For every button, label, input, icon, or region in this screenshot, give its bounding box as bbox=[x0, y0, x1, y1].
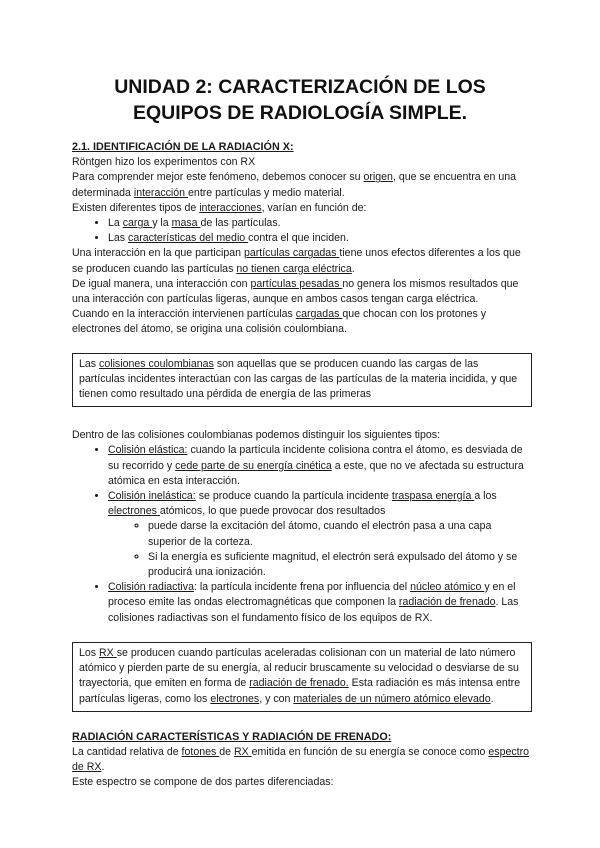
link-espectro-rx: espectro de RX bbox=[72, 745, 530, 774]
link-colision-radiactiva: Colisión radiactiva bbox=[108, 581, 194, 594]
link-electrones: electrones bbox=[108, 505, 160, 518]
link-rx: RX bbox=[233, 745, 252, 758]
text: Una interacción en la que participan bbox=[72, 247, 244, 260]
text: . Las colisiones radiactivas son el fundamento físico de los equipos de RX. bbox=[108, 596, 519, 624]
text: a este, que no ve afectada su estructura atómica en esta interacción. bbox=[108, 459, 524, 487]
definition-box-coulombianas bbox=[72, 353, 532, 408]
text: Para comprender mejor este fenómeno, debemos conocer su bbox=[72, 171, 364, 184]
text: . bbox=[351, 262, 355, 275]
text: son aquellas que se producen cuando las cargas de las partículas incidentes interactúan con las cargas de las partículas de la materia incidida, y que tienen como resultado una pérdida de energía de las primeras bbox=[79, 357, 518, 401]
link-traspasa-energia: traspasa energía bbox=[391, 490, 475, 503]
text: Las bbox=[108, 232, 129, 245]
link-interacciones: interacciones bbox=[199, 201, 262, 214]
text: , y con bbox=[259, 692, 294, 705]
list-item bbox=[108, 231, 532, 246]
text: . bbox=[490, 692, 494, 705]
paragraph-particulas-pesadas bbox=[72, 277, 532, 307]
page-title bbox=[60, 74, 540, 126]
link-no-carga: no tienen carga eléctrica bbox=[236, 262, 352, 275]
link-masa: masa bbox=[171, 217, 201, 230]
text: a los bbox=[474, 490, 497, 503]
text: atómicos, lo que puede provocar dos resultados bbox=[159, 505, 386, 518]
paragraph-partes: Este espectro se compone de dos partes diferenciadas: bbox=[72, 776, 334, 789]
text: no genera los mismos resultados que una interacción con partículas ligeras, aunque en ambos casos tengan carga eléctrica. bbox=[72, 277, 519, 306]
link-electrones: electrones bbox=[210, 692, 260, 705]
text: Los bbox=[79, 646, 100, 659]
text: Cuando en la interacción intervienen partículas bbox=[72, 308, 296, 321]
text: La cantidad relativa de bbox=[72, 745, 182, 758]
section-heading-radiacion: RADIACIÓN CARACTERÍSTICAS Y RADIACIÓN DE FRENADO: bbox=[72, 730, 392, 743]
text: La bbox=[108, 217, 123, 230]
link-rx: RX bbox=[99, 646, 117, 659]
list-item bbox=[108, 216, 532, 231]
paragraph-interacciones bbox=[72, 201, 532, 216]
title-line-2: EQUIPOS DE RADIOLOGÍA SIMPLE. bbox=[132, 102, 468, 124]
text: contra el que inciden. bbox=[248, 232, 349, 245]
sub-list-item: ◦ Si la energía es suficiente magnitud, el electrón será expulsado del átomo y se producirá una ionización. bbox=[148, 550, 532, 580]
text: de las partículas. bbox=[200, 217, 281, 230]
text: de bbox=[219, 745, 234, 758]
paragraph-tipos-intro: Dentro de las colisiones coulombianas podemos distinguir los siguientes tipos: bbox=[72, 429, 441, 442]
text: entre partículas y medio material. bbox=[188, 186, 345, 199]
list-item-elastica bbox=[108, 443, 532, 489]
link-fotones: fotones bbox=[181, 745, 220, 758]
link-particulas-cargadas: partículas cargadas bbox=[243, 247, 340, 260]
link-caracteristicas-medio: características del medio bbox=[128, 232, 249, 245]
text: que chocan con los protones y electrones del átomo, se origina una colisión coulombiana. bbox=[72, 308, 487, 336]
text: . bbox=[101, 761, 105, 774]
section-heading-identificacion: 2.1. IDENTIFICACIÓN DE LA RADIACIÓN X: bbox=[72, 141, 294, 153]
text: , que se encuentra en una determinada bbox=[72, 171, 517, 199]
text: emitida en función de su energía se conoce como bbox=[251, 745, 489, 758]
text: cuando la partícula incidente colisiona contra el átomo, es desviada de su recorrido y bbox=[108, 444, 523, 472]
paragraph-colision-coulombiana bbox=[72, 307, 532, 337]
sub-list-item: ◦ puede darse la excitación del átomo, cuando el electrón pasa a una capa superior de la corteza. bbox=[148, 519, 532, 549]
paragraph-espectro bbox=[72, 745, 532, 775]
text: Las bbox=[79, 357, 100, 370]
link-cargadas: cargadas bbox=[295, 308, 343, 321]
text: tiene unos efectos diferentes a los que se producen cuando las partículas bbox=[72, 247, 521, 275]
text: : la partícula incidente frena por influencia del bbox=[193, 581, 411, 594]
list-item-radiactiva bbox=[108, 580, 532, 626]
link-nucleo-atomico: núcleo atómico bbox=[410, 581, 485, 594]
link-colision-inelastica: Colisión inelástica: bbox=[108, 490, 196, 503]
text: Existen diferentes tipos de bbox=[72, 201, 200, 214]
link-origen: origen bbox=[363, 171, 393, 184]
text: se produce cuando la partícula incidente bbox=[195, 490, 392, 503]
link-particulas-pesadas: partículas pesadas bbox=[250, 277, 343, 290]
paragraph-rontgen: Röntgen hizo los experimentos con RX bbox=[72, 156, 256, 169]
link-colision-elastica: Colisión elástica: bbox=[108, 444, 188, 457]
link-materiales-numero-atomico: materiales de un número atómico elevado bbox=[293, 692, 491, 705]
document-body bbox=[72, 140, 532, 791]
bullet-list-collisions bbox=[72, 443, 532, 625]
text: se producen cuando partículas aceleradas colisionan con un material de lato número atómico y pierden parte de su energía, al reducir bruscamente su velocidad o desviarse de su trayectoria, que emiten en forma de bbox=[79, 646, 519, 690]
bullet-list-factors bbox=[72, 216, 532, 246]
link-colisiones-coulombianas: colisiones coulombianas bbox=[99, 357, 214, 370]
link-radiacion-frenado: radiación de frenado. bbox=[249, 677, 349, 690]
link-cede-energia: cede parte de su energía cinética bbox=[175, 459, 332, 472]
text: De igual manera, una interacción con bbox=[72, 277, 251, 290]
sub-bullet-list bbox=[108, 519, 532, 580]
text: , varían en función de: bbox=[261, 201, 367, 214]
paragraph-particulas-cargadas bbox=[72, 246, 532, 276]
title-line-1: UNIDAD 2: CARACTERIZACIÓN DE LOS bbox=[114, 76, 486, 98]
text: y en el proceso emite las ondas electromagnéticas que componen la bbox=[108, 581, 516, 609]
definition-box-rx bbox=[72, 642, 532, 712]
link-carga: carga bbox=[122, 217, 153, 230]
link-interaccion: interacción bbox=[133, 186, 189, 199]
text: y la bbox=[152, 217, 172, 230]
link-radiacion-frenado: radiación de frenado bbox=[398, 596, 496, 609]
list-item-inelastica bbox=[108, 489, 532, 580]
paragraph-origen bbox=[72, 170, 532, 200]
text: Esta radiación es más intensa entre partículas ligeras, como los bbox=[79, 677, 521, 705]
